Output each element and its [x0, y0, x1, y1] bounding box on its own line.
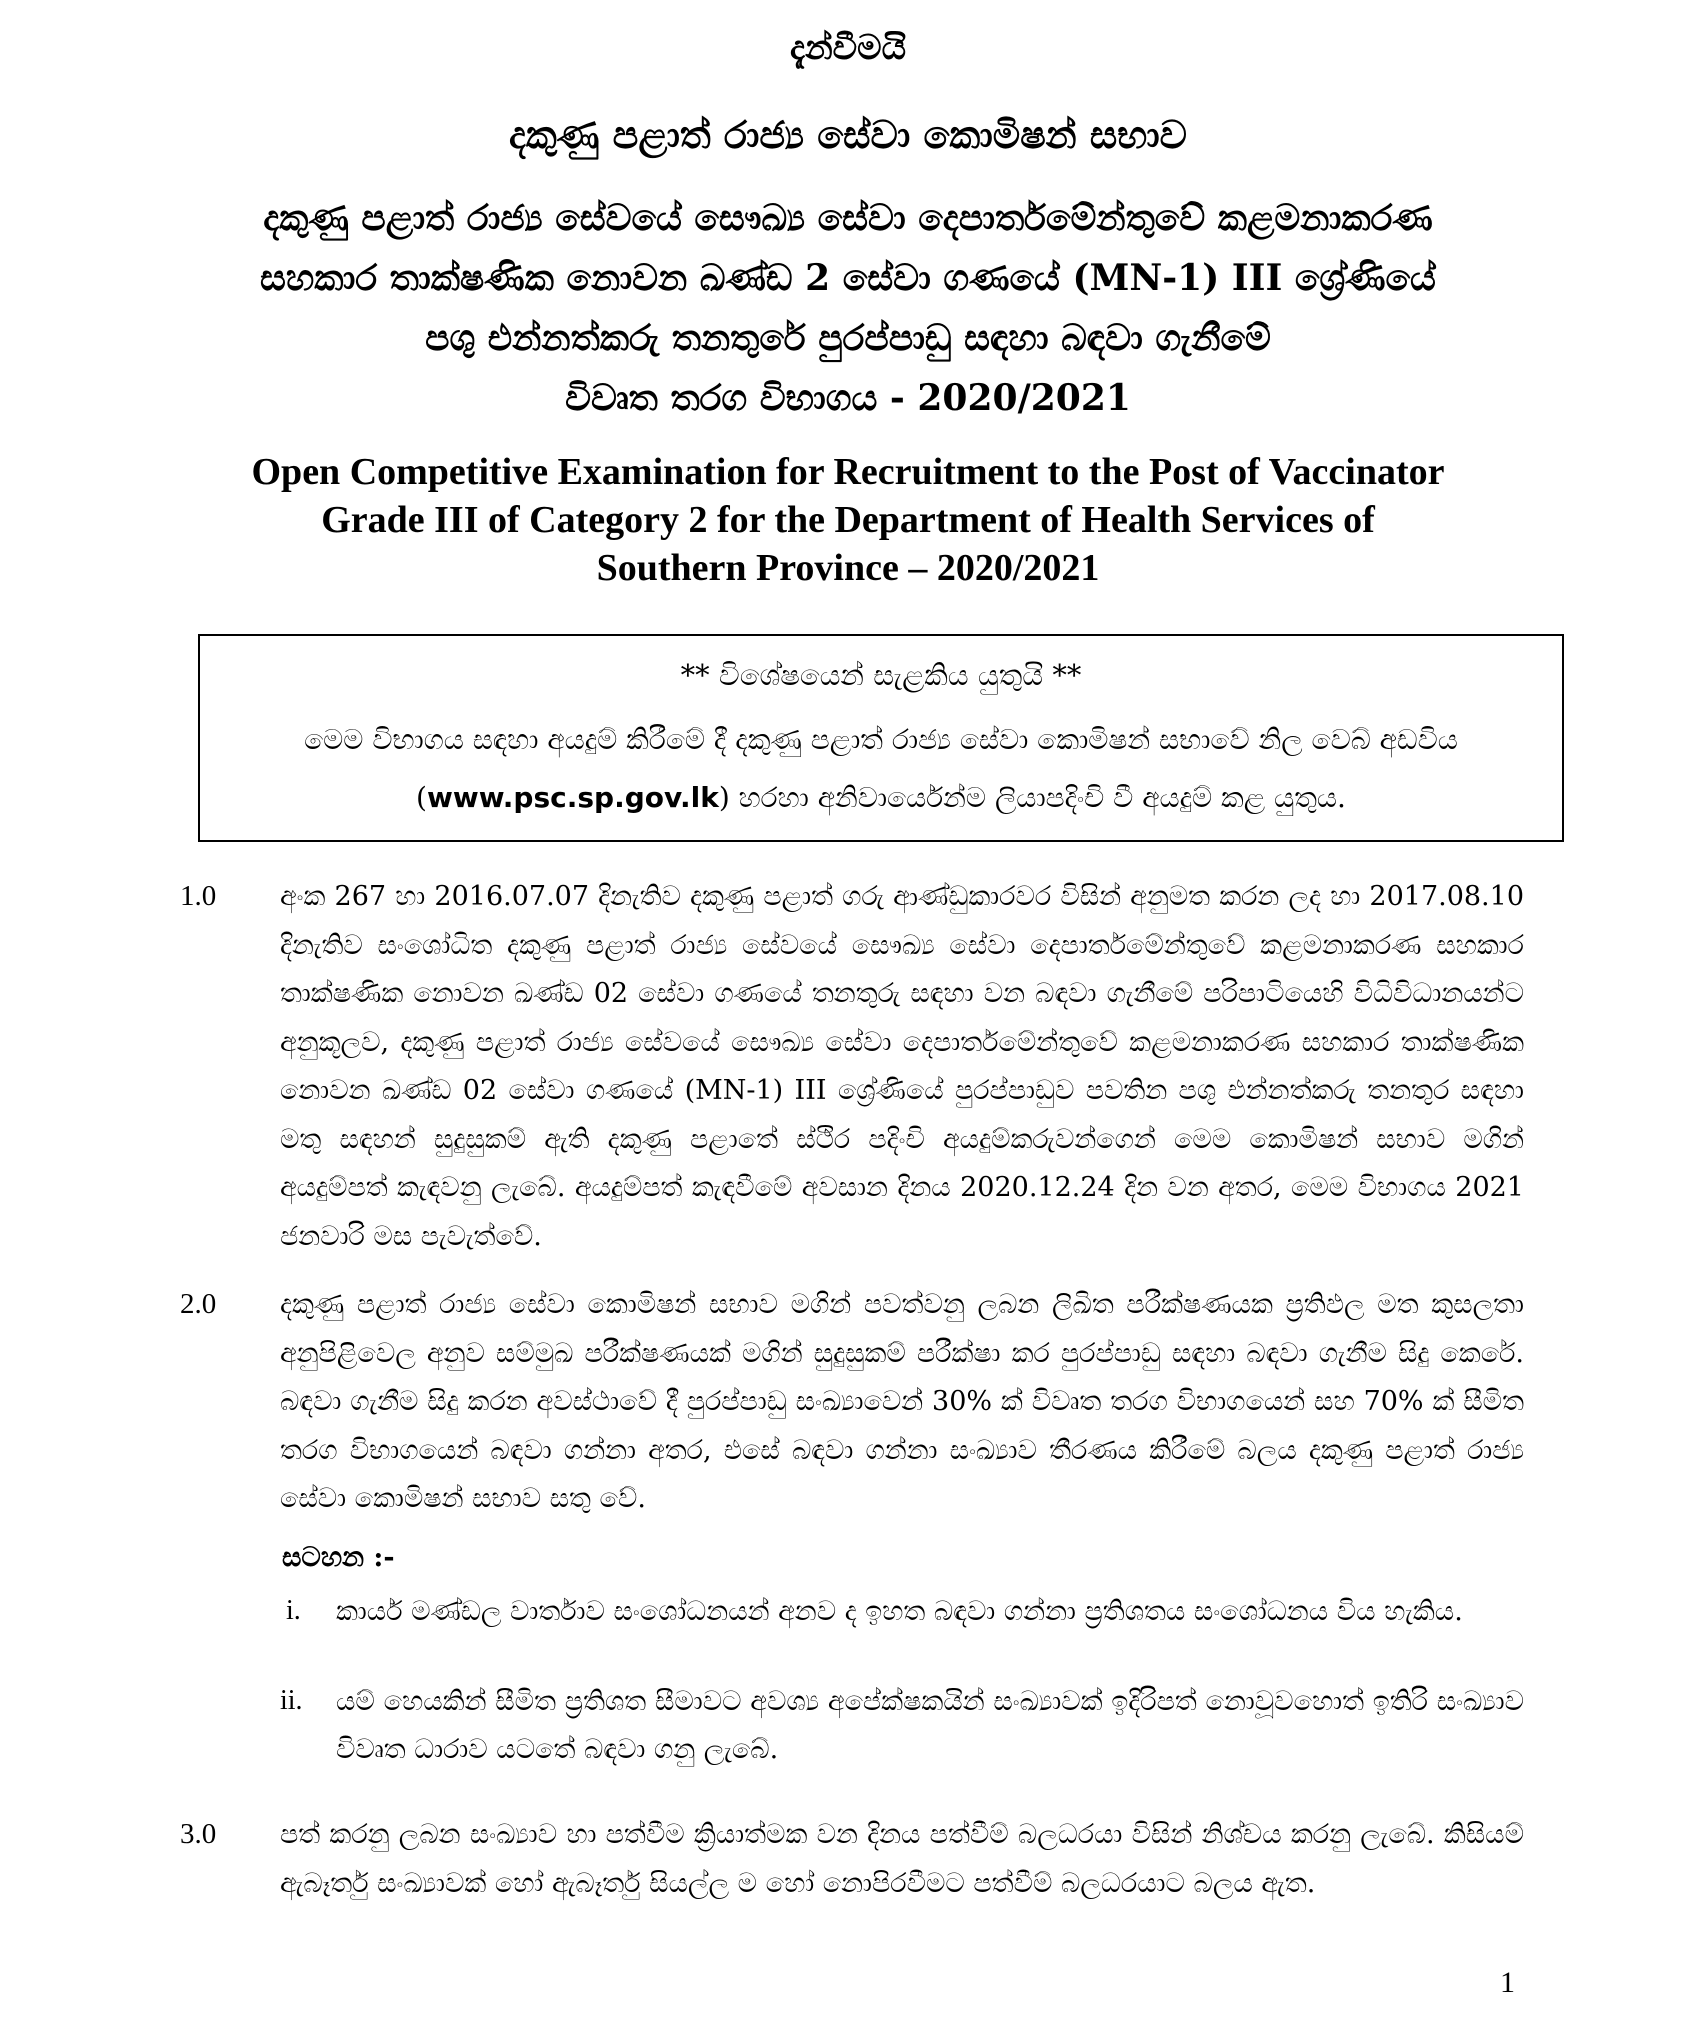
section-text: පත් කරනු ලබන සංඛ්‍යාව හා පත්වීම ක්‍රියාත්මක වන දිනය පත්වීම් බලධරයා විසින් නිශ්චය කරනු ලැබේ. කිසියම් ඇබෑර්තු සංඛ්‍යාවක් හෝ ඇබෑර්තු සියල්ල ම හෝ නොපිරවීමට පත්වීම් බලධරයාට බලය ඇත. [280, 1819, 1524, 1899]
english-title [0, 448, 1696, 592]
notes-heading: සටහන :- [282, 1542, 395, 1573]
section-number: 1.0 [180, 880, 217, 912]
sinhala-title [0, 188, 1696, 428]
notice-label: දැන්වීමයි [789, 28, 907, 68]
section-number: 2.0 [180, 1288, 217, 1320]
sinhala-title-line: සහකාර තාක්ෂණික නොවන ඛණ්ඩ 2 සේවා ගණයේ (MN-1) III ශ්‍රේණියේ [260, 257, 1436, 299]
website-link[interactable]: www.psc.sp.gov.lk [426, 781, 719, 814]
special-notice-text-after: ) හරහා අනිවාර්යෙන්ම ලියාපදිංචි වී අයදුම් කළ යුතුය. [718, 781, 1346, 814]
note-number: ii. [280, 1685, 303, 1716]
english-title-line: Southern Province – 2020/2021 [596, 547, 1100, 589]
english-title-line: Grade III of Category 2 for the Department of Health Services of [321, 499, 1375, 541]
special-notice-title: ** විශේෂයෙන් සැළකිය යුතුයි ** [680, 658, 1082, 692]
special-notice-text-before: මෙම විභාගය සඳහා අයදුම් කිරීමේ දී දකුණු පළාත් රාජ්‍ය සේවා කොමිෂන් සභාවේ නිල වෙබ් අඩවිය ( [304, 723, 1458, 814]
note-number: i. [286, 1595, 301, 1626]
section-number: 3.0 [180, 1818, 217, 1850]
section-text: අංක 267 හා 2016.07.07 දිනැතිව දකුණු පළාත් ගරු ආණ්ඩුකාරවර විසින් අනුමත කරන ලද හා 2017.08.10 දිනැතිව සංශෝධිත දකුණු පළාත් රාජ්‍ය සේවයේ සෞඛ්‍ය සේවා දෙපාර්තමේන්තුවේ කළමනාකරණ සහකාර තාක්ෂණික නොවන ඛණ්ඩ 02 සේවා ගණයේ තනතුරු සඳහා වන බඳවා ගැනීමේ පරිපාටියෙහි විධිවිධානයන්ට අනුකූලව, දකුණු පළාත් රාජ්‍ය සේවයේ සෞඛ්‍ය සේවා දෙපාර්තමේන්තුවේ කළමනාකරණ සහකාර තාක්ෂණික නොවන ඛණ්ඩ 02 සේවා ගණයේ (MN-1) III ශ්‍රේණියේ පුරප්පාඩුව පවතින පශු එන්නත්කරු තනතුර සඳහා මතු සඳහන් සුදුසුකම් ඇති දකුණු පළාතේ ස්ථිර පදිංචි අයදුම්කරුවන්ගෙන් මෙම කොමිෂන් සභාව මගින් අයදුම්පත් කැඳවනු ලැබේ. අයදුම්පත් කැඳවීමේ අවසාන දිනය 2020.12.24 දින වන අතර, මෙම විභාගය 2021 ජනවාරි මස පැවැත්වේ. [280, 881, 1524, 1252]
note-text: කාර්ය මණ්ඩල වාර්තාව සංශෝධනයන් අනව ද ඉහත බඳවා ගන්නා ප්‍රතිශතය සංශෝධනය විය හැකිය. [336, 1596, 1463, 1627]
section-text: දකුණු පළාත් රාජ්‍ය සේවා කොමිෂන් සභාව මගින් පවත්වනු ලබන ලිඛිත පරීක්ෂණයක ප්‍රතිඵල මත කුසලතා අනුපිළිවෙල අනුව සම්මුඛ පරීක්ෂණයක් මගින් සුදුසුකම් පරීක්ෂා කර පුරප්පාඩු සඳහා බඳවා ගැනීම සිදු කෙරේ. බඳවා ගැනීම සිදු කරන අවස්ථාවේ දී පුරප්පාඩු සංඛ්‍යාවෙන් 30% ක් විවෘත තරග විභාගයෙන් සහ 70% ක් සීමිත තරග විභාගයෙන් බඳවා ගන්නා අතර, එසේ බඳවා ගන්නා සංඛ්‍යාව තීරණය කිරීමේ බලය දකුණු පළාත් රාජ්‍ය සේවා කොමිෂන් සභාව සතු වේ. [280, 1289, 1524, 1514]
sinhala-title-line: විවෘත තරග විභාගය - 2020/2021 [565, 377, 1131, 419]
sinhala-title-line: දකුණු පළාත් රාජ්‍ය සේවයේ සෞඛ්‍ය සේවා දෙපාර්තමේන්තුවේ කළමනාකරණ [263, 197, 1433, 239]
special-notice-text [200, 711, 1562, 827]
sinhala-title-line: පශු එන්නත්කරු තනතුරේ පුරප්පාඩු සඳහා බඳවා ගැනීමේ [425, 317, 1271, 359]
special-notice-box [198, 634, 1564, 842]
page-number: 1 [1500, 1966, 1515, 1999]
commission-name: දකුණු පළාත් රාජ්‍ය සේවා කොමිෂන් සභාව [509, 112, 1187, 157]
note-text: යම් හෙයකින් සීමිත ප්‍රතිශත සීමාවට අවශ්‍ය අපේක්ෂකයින් සංඛ්‍යාවක් ඉදිරිපත් නොවූවහොත් ඉතිරි සංඛ්‍යාව විවෘත ධාරාව යටතේ බඳවා ගනු ලැබේ. [336, 1686, 1524, 1765]
english-title-line: Open Competitive Examination for Recruitment to the Post of Vaccinator [251, 451, 1445, 493]
